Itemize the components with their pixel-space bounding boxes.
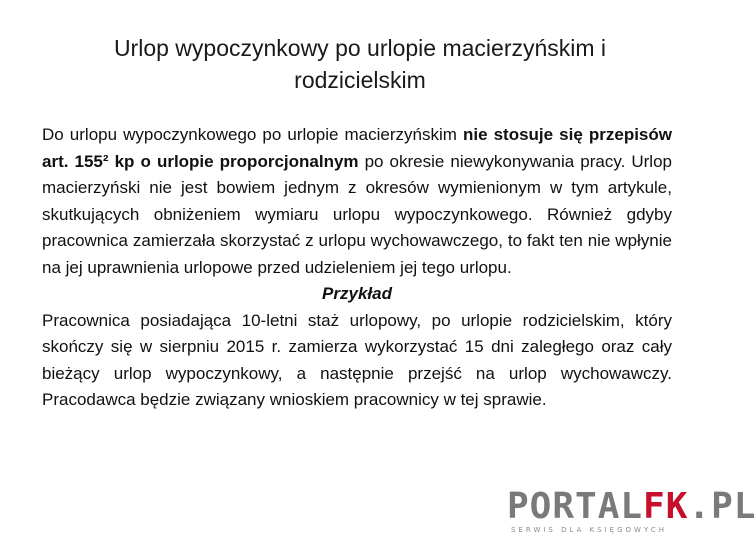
paragraph-intro: [42, 122, 672, 281]
slide-title: Urlop wypoczynkowy po urlopie macierzyńskim i rodzicielskim: [113, 35, 607, 93]
paragraph-intro-end: po okresie niewykonywania pracy. Urlop macierzyński nie jest bowiem jednym z okresów wymienionym w tym artykule, skutkujących obniżeniem wymiaru urlopu wypoczynkowego. Również gdyby pracownica zamierzała skorzystać z urlopu wychowawczego, to fakt ten nie wpłynie na jej uprawnienia urlopowe przed udzieleniem jej tego urlopu.: [42, 151, 672, 277]
logo-part-fk: FK: [643, 486, 689, 527]
portalfk-logo: [507, 486, 756, 538]
logo-wordmark: [507, 486, 756, 527]
example-heading: Przykład: [322, 284, 392, 303]
paragraph-intro-start: Do urlopu wypoczynkowego po urlopie macierzyńskim: [42, 125, 463, 144]
logo-part-pl: .PL: [688, 486, 756, 527]
body-text: [42, 122, 672, 414]
paragraph-intro-bold: nie stosuje się przepisów art. 155² kp o urlopie proporcjonalnym: [42, 125, 672, 171]
example-paragraph: Pracownica posiadająca 10-letni staż urlopowy, po urlopie rodzicielskim, który skończy się w sierpniu 2015 r. zamierza wykorzystać 15 dni zaległego oraz cały bieżący urlop wypoczynkowy, a następnie przejść na urlop wychowawczy. Pracodawca będzie związany wnioskiem pracownicy w tej sprawie.: [42, 310, 672, 409]
logo-part-portal: PORTAL: [507, 486, 644, 527]
logo-tagline: SERWIS DLA KSIĘGOWYCH: [511, 526, 667, 534]
